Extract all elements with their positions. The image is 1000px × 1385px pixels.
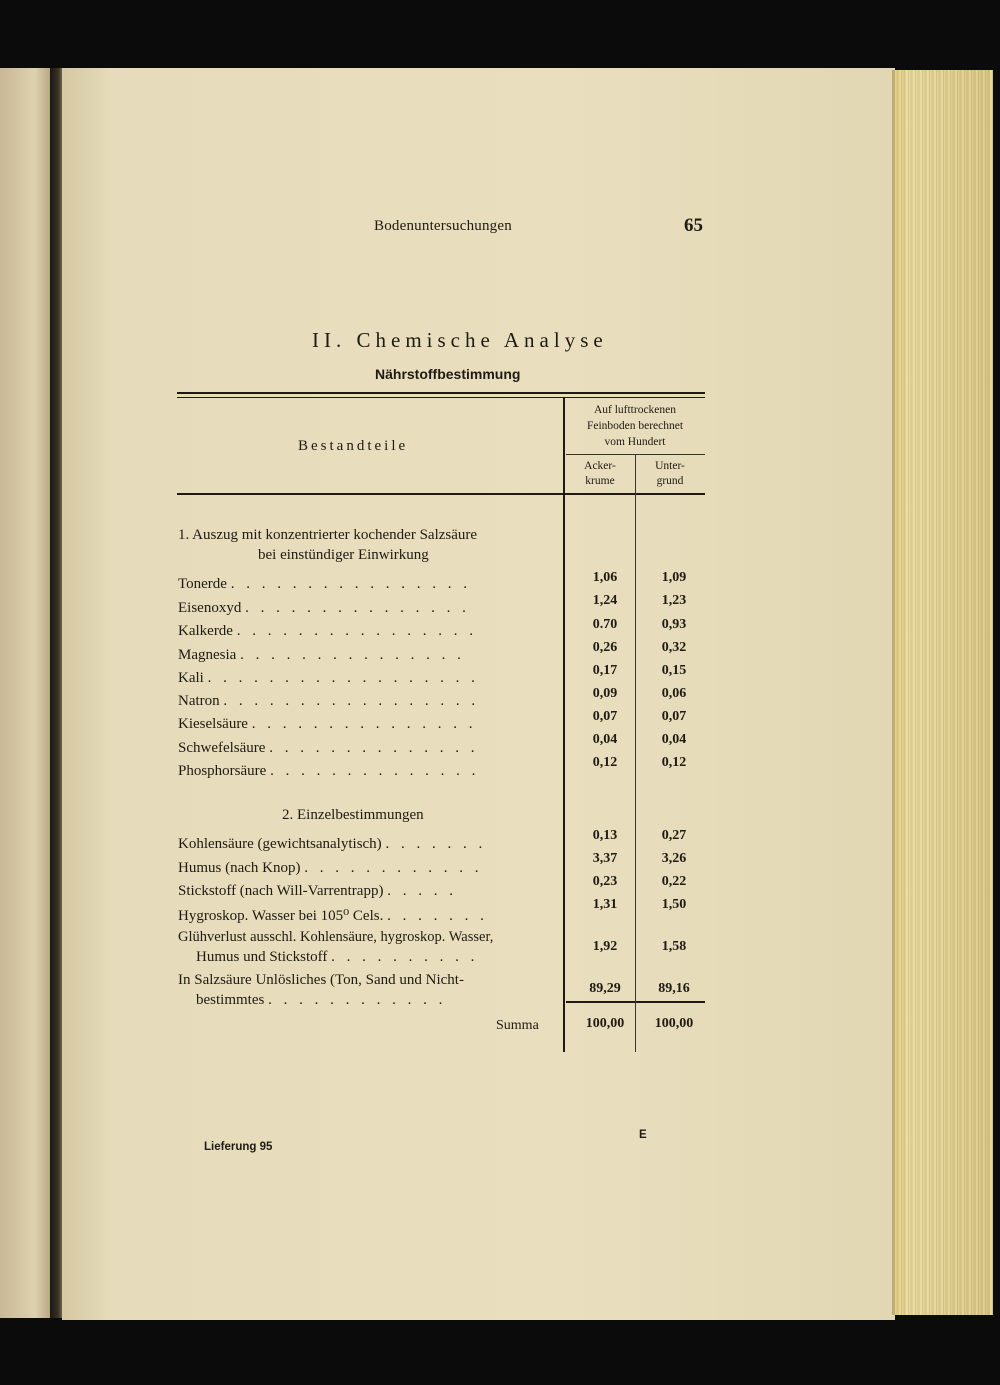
table-cell-untergrund: 3,26	[661, 851, 687, 866]
group2-heading: 2. Einzelbestimmungen	[282, 807, 424, 823]
table-cell-untergrund: 0,15	[661, 663, 687, 678]
table-row-label: Stickstoff (nach Will-Varrentrapp) . . . . .	[178, 883, 457, 899]
section-subtitle: Nährstoffbestimmung	[375, 366, 521, 382]
summa-label: Summa	[496, 1018, 539, 1033]
header-bottom-rule	[177, 493, 705, 495]
table-cell-ackerkrume: 0,26	[592, 640, 618, 655]
table-cell-untergrund: 1,58	[661, 939, 687, 954]
table-cell-untergrund: 0,06	[661, 686, 687, 701]
table-row-label: Eisenoxyd . . . . . . . . . . . . . . .	[178, 600, 470, 616]
column-divider-values	[635, 455, 636, 1052]
table-top-rule	[177, 392, 705, 394]
table-cell-untergrund: 0,07	[661, 709, 687, 724]
footer-signature-mark: E	[639, 1129, 647, 1141]
table-row-label: Magnesia . . . . . . . . . . . . . . .	[178, 647, 465, 663]
table-row-label: Schwefelsäure . . . . . . . . . . . . . .	[178, 740, 479, 756]
table-cell-ackerkrume: 0,13	[592, 828, 618, 843]
table-row-label: Tonerde . . . . . . . . . . . . . . . .	[178, 576, 471, 592]
column-header-untergrund: Unter- grund	[655, 460, 685, 487]
table-row-label: Natron . . . . . . . . . . . . . . . . .	[178, 693, 480, 709]
table-cell-untergrund: 0,12	[661, 755, 687, 770]
table-cell-untergrund: 89,16	[658, 981, 690, 996]
table-row-label: Hygroskop. Wasser bei 105⁰ Cels. . . . . . . .	[178, 908, 488, 924]
table-row-label: Phosphorsäure . . . . . . . . . . . . . .	[178, 763, 480, 779]
table-cell-untergrund: 1,23	[661, 593, 687, 608]
table-cell-ackerkrume: 0,04	[592, 732, 618, 747]
group1-heading: 1. Auszug mit konzentrierter kochender Salzsäure	[178, 527, 478, 543]
summa-ackerkrume: 100,00	[585, 1016, 625, 1031]
page-number: 65	[684, 215, 703, 236]
table-row-label: Kohlensäure (gewichtsanalytisch) . . . . . . .	[178, 836, 487, 852]
table-row-label: Glühverlust ausschl. Kohlensäure, hygroskop. Wasser,	[178, 929, 494, 945]
column-divider-main	[563, 397, 565, 1052]
table-row-label-cont: Humus und Stickstoff . . . . . . . . . .	[196, 949, 479, 965]
table-row-label: Kali . . . . . . . . . . . . . . . . . .	[178, 670, 479, 686]
group-header: Auf lufttrockenen Feinboden berechnet vom Hundert	[586, 404, 684, 448]
table-cell-untergrund: 0,22	[661, 874, 687, 889]
table-cell-ackerkrume: 0,17	[592, 663, 618, 678]
table-cell-untergrund: 0,32	[661, 640, 687, 655]
running-head: Bodenuntersuchungen	[374, 218, 512, 234]
table-row-label: Humus (nach Knop) . . . . . . . . . . . .	[178, 860, 483, 876]
table-cell-untergrund: 0,04	[661, 732, 687, 747]
table-cell-ackerkrume: 1,24	[592, 593, 618, 608]
section-title: II. Chemische Analyse	[312, 328, 608, 352]
table-cell-ackerkrume: 89,29	[589, 981, 621, 996]
table-cell-untergrund: 1,09	[661, 570, 687, 585]
table-row-label-cont: bestimmtes . . . . . . . . . . . .	[196, 992, 447, 1008]
summa-untergrund: 100,00	[654, 1016, 694, 1031]
table-cell-ackerkrume: 1,31	[592, 897, 618, 912]
table-cell-ackerkrume: 0,23	[592, 874, 618, 889]
group1-heading-cont: bei einstündiger Einwirkung	[258, 547, 429, 563]
column-header-ackerkrume: Acker- krume	[584, 460, 616, 487]
table-row-label: In Salzsäure Unlösliches (Ton, Sand und Nicht-	[178, 972, 464, 988]
table-row-label: Kalkerde . . . . . . . . . . . . . . . .	[178, 623, 477, 639]
table-row-label: Kieselsäure . . . . . . . . . . . . . . .	[178, 716, 477, 732]
table-cell-ackerkrume: 1,92	[592, 939, 618, 954]
table-cell-ackerkrume: 0.70	[592, 617, 618, 632]
table-cell-ackerkrume: 3,37	[592, 851, 618, 866]
table-cell-ackerkrume: 0,09	[592, 686, 618, 701]
column-header-bestandteile: Bestandteile	[298, 438, 409, 454]
left-page-edge	[0, 68, 50, 1318]
table-cell-untergrund: 0,27	[661, 828, 687, 843]
table-cell-ackerkrume: 0,07	[592, 709, 618, 724]
table-cell-ackerkrume: 1,06	[592, 570, 618, 585]
footer-lieferung: Lieferung 95	[204, 1141, 273, 1153]
table-cell-untergrund: 0,93	[661, 617, 687, 632]
table-cell-ackerkrume: 0,12	[592, 755, 618, 770]
table-cell-untergrund: 1,50	[661, 897, 687, 912]
